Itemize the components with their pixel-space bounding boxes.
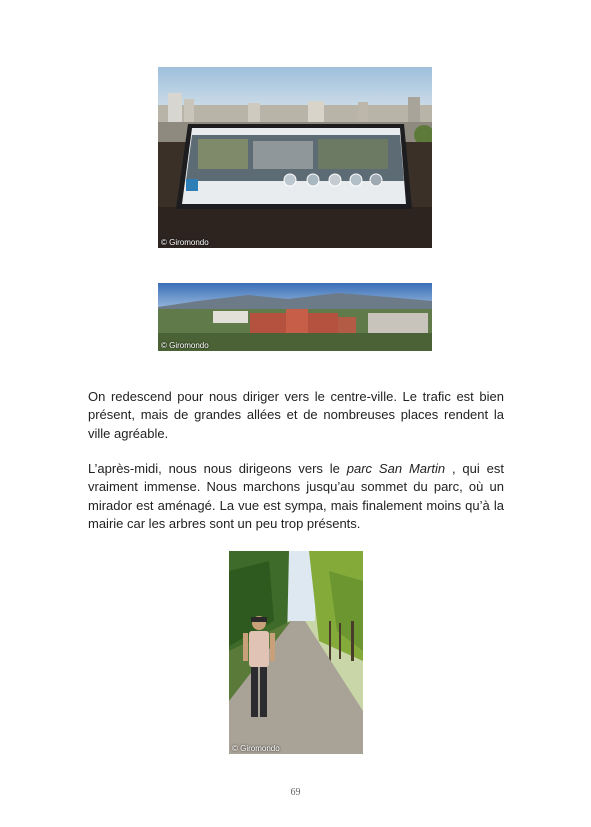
viewpoint-panel-photo	[158, 67, 432, 248]
paragraph-1-text: On redescend pour nous diriger vers le centre-ville. Le trafic est bien présent, mais de grandes allées et de nombreuses places rendent la ville agréable.	[88, 389, 504, 441]
page-number: 69	[290, 787, 301, 798]
photo-watermark: © Giromondo	[161, 238, 209, 247]
paragraph-1	[88, 388, 504, 443]
park-alley-photo	[229, 551, 363, 754]
paragraph-2-text-end: , qui est vraiment immense. Nous marchons jusqu’au sommet du parc, où un mirador est aménagé. La vue est sympa, mais finalement moins qu’à la mairie car les arbres sont un peu trop présents.	[88, 461, 504, 532]
park-name: parc San Martin	[346, 461, 446, 476]
panorama-photo	[158, 283, 432, 351]
photo-watermark: © Giromondo	[161, 341, 209, 350]
paragraph-2	[88, 460, 504, 534]
paragraph-2-text-start: L’après-midi, nous nous dirigeons vers le	[88, 461, 347, 476]
photo-watermark: © Giromondo	[232, 744, 280, 753]
